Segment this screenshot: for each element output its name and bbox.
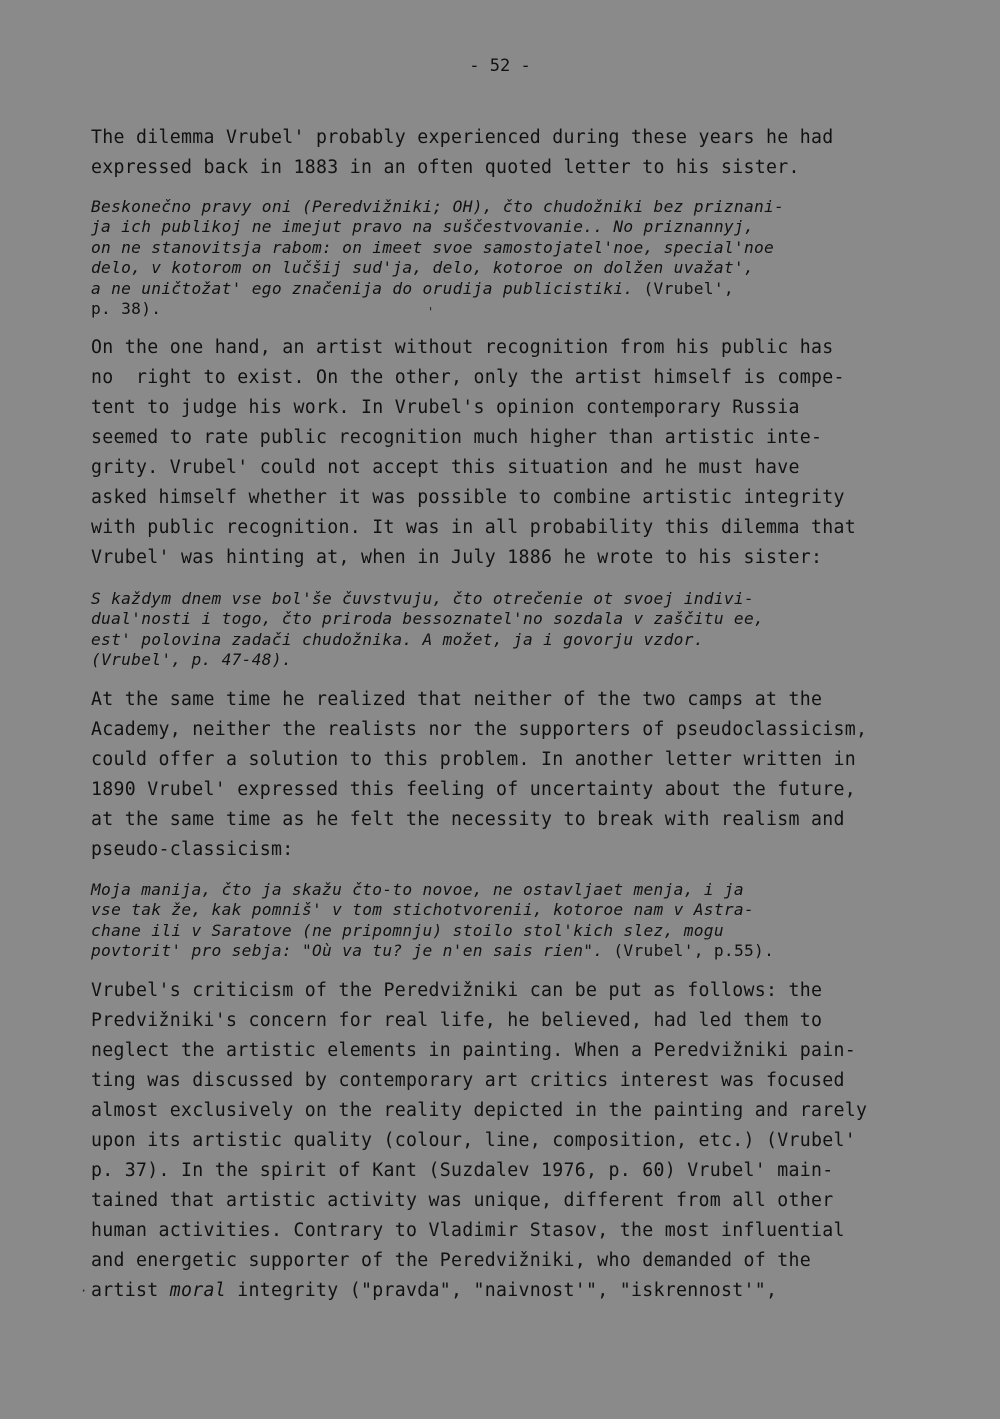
line-text: artist xyxy=(91,1280,170,1301)
quote-text: S každym dnem vse bol'še čuvstvuju, čto otrečenie ot svoej indivi- dual'nosti i togo, čto priroda bessoznatel'no sozdala v zaščitu ee, est' polovina zadači chudožnika. A možet, ja i govorju vzdor. (Vrubel', p. 47-48). xyxy=(91,589,765,670)
line-text: integrity ("pravda", "naivnost'", "iskrennost'", xyxy=(226,1280,778,1301)
quote-citation: (Vrubel', p. 38). xyxy=(91,278,734,319)
block-quote xyxy=(91,197,921,319)
quote-text: Beskonečno pravy oni (Peredvižniki; OH), čto chudožniki bez priznani- ja ich publikoj ne imejut pravo na suščestvovanie.. No priznannyj, on ne stanovitsja rabom: on imeet svoe samostojatel'noe, special'noe delo, v kotorom on lučšij sud'ja, delo, kotoroe on dolžen uvažat', a ne uničtožat' ego značenija do orudija publicistiki. xyxy=(91,197,785,298)
block-quote xyxy=(91,589,921,671)
scan-artifact-mark: · xyxy=(80,1284,88,1298)
body-paragraph-last-line xyxy=(91,1276,921,1306)
quote-text: Moja manija, čto ja skažu čto-to novoe, ne ostavljaet menja, i ja vse tak že, kak pomniš' v tom stichotvorenii, kotoroe nam v Astra- chane ili v Saratove (ne pripomnju) stoilo stol'kich slez, mogu povtorit' pro sebja: "Où va tu? je n'en sais rien". xyxy=(91,880,755,961)
page-number: - 52 - xyxy=(469,56,531,76)
body-paragraph: At the same time he realized that neither of the two camps at the Academy, neither the realists nor the supporters of pseudoclassicism, could offer a solution to this problem. In another letter written in 1890 Vrubel' expressed this feeling of uncertainty about the future, at the same time as he felt the necessity to break with realism and pseudo-classicism: xyxy=(91,689,868,860)
scan-artifact-mark: ' xyxy=(427,305,435,319)
body-paragraph: The dilemma Vrubel' probably experienced during these years he had expressed back in 1883 in an often quoted letter to his sister. xyxy=(91,127,834,178)
body-paragraph: On the one hand, an artist without recognition from his public has no right to exist. On the other, only the artist himself is compe- tent to judge his work. In Vrubel's opinion contemporary Russia seemed to rate public recognition much higher than artistic inte- grity. Vrubel' could not accept this situation and he must have asked himself whether it was possible to combine artistic integrity with public recognition. It was in all probability this dilemma that Vrubel' was hinting at, when in July 1886 he wrote to his sister: xyxy=(91,337,856,568)
emphasized-word: moral xyxy=(169,1280,226,1301)
quote-citation: (Vrubel', p.55). xyxy=(603,941,775,961)
body-paragraph: Vrubel's criticism of the Peredvižniki can be put as follows: the Predvižniki's concern for real life, he believed, had led them to neglect the artistic elements in painting. When a Peredvižniki pain- ting was discussed by contemporary art critics interest was focused almost exclusively on the reality depicted in the painting and rarely upon its artistic quality (colour, line, composition, etc.) (Vrubel' p. 37). In the spirit of Kant (Suzdalev 1976, p. 60) Vrubel' main- tained that artistic activity was unique, different from all other human activities. Contrary to Vladimir Stasov, the most influential and energetic supporter of the Peredvižniki, who demanded of the xyxy=(91,980,868,1271)
block-quote xyxy=(91,880,921,962)
